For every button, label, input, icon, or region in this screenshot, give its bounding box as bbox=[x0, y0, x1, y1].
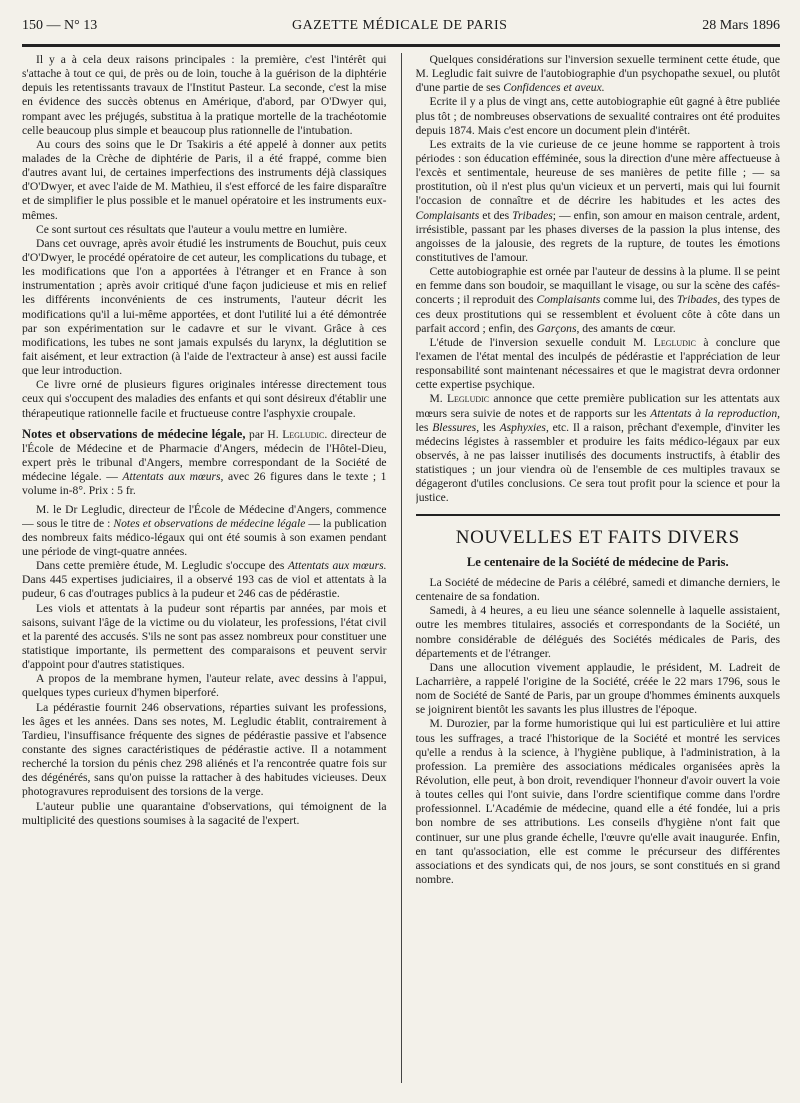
italic-title: Asphyxies bbox=[499, 420, 546, 434]
paragraph bbox=[416, 138, 781, 265]
text-run: comme lui, des bbox=[603, 293, 674, 307]
italic-title: Blessures bbox=[432, 420, 477, 434]
section-rule bbox=[416, 514, 781, 516]
text-run: Quelques considérations sur l'inversion sexuelle terminent cette étude, que M. Legludic fait suivre de l'autobiographie d'un psychopathe sexuel, ou plutôt d'une partie de ses bbox=[415, 53, 781, 95]
paragraph bbox=[22, 503, 387, 560]
paragraph bbox=[416, 336, 781, 393]
book-subtitle: Attentats aux mœurs, bbox=[122, 470, 224, 484]
book-notice bbox=[22, 427, 387, 499]
paragraph: La pédérastie fournit 246 observations, réparties suivant les professions, les âges et les années. Dans ses notes, M. Legludic établit, contrairement à Tardieu, l'insuffisance fréquente des signes de pédérastie passive et l'absence constante des signes caractéristiques de pédérastie active. Il a notamment recherché la torsion du pénis chez 298 aliénés et l'a rencontrée quatre fois sur des dégénérés, sans qu'on puisse la rattacher à des habitudes vicieuses. Deux photogravures reproduisent des torsions de la verge. bbox=[22, 700, 387, 799]
text-run: ; — enfin, son amour en maison centrale, ardent, irrésistible, passant par les phases diverses de la passion la plus intense, des angoisses de la jalousie, des regrets de la rupture, de toutes les émotions constitutives de l'amour. bbox=[415, 208, 781, 264]
paragraph: Ce livre orné de plusieurs figures originales intéresse directement tous ceux qui s'occupent des maladies des enfants et qui sont désireux d'établir une thérapeutique rationnelle facile et fructueuse contre l'asphyxie croupale. bbox=[22, 378, 387, 420]
book-title: Notes et observations de médecine légale, bbox=[22, 426, 246, 441]
text-run: Les extraits de la vie curieuse de ce jeune homme se rapportent à trois périodes : son éducation efféminée, sous la direction d'une mère affectueuse à l'excès et sentimentale, heureuse de ses manières de petite fille ; — sa prostitution, où il n'est plus qu'un vicieux et un perverti, mais qui lui fournit l'occasion de connaître et de décrire les habitudes et les actes des bbox=[415, 137, 781, 208]
italic-term: Garçons bbox=[536, 321, 577, 335]
paragraph: Dans une allocution vivement applaudie, le président, M. Ladreit de Lacharrière, a rappelé l'origine de la Société, créée le 22 mars 1796, sous le nom de Société de Santé de Paris, par un groupe d'hommes éminents auxquels se joignirent bientôt les savants les plus illustres de l'époque. bbox=[415, 660, 781, 717]
paragraph bbox=[22, 559, 387, 601]
italic-title: Attentats à la reproduction, bbox=[650, 406, 781, 420]
italic-term: Tribades bbox=[676, 293, 718, 307]
italic-title: Notes et observations de médecine légale bbox=[113, 516, 306, 530]
column-divider bbox=[401, 53, 402, 1083]
paragraph: Au cours des soins que le Dr Tsakiris a été appelé à donner aux petits malades de la Crèche de diphtérie de Paris, il a été frappé, comme bien d'autres avant lui, de certaines imperfections des instruments déjà classiques d'O'Dwyer, et avec l'aide de M. Mathieu, il s'est efforcé de les faire disparaître et de simplifier le plus possible et le manuel opératoire et les instruments eux-mêmes. bbox=[22, 137, 387, 222]
text-run: Dans 445 expertises judiciaires, il a observé 193 cas de viol et attentats à la pudeur, 6 cas d'outrages publics à la pudeur et 246 cas de pédérastie. bbox=[22, 573, 387, 601]
paragraph: Dans cet ouvrage, après avoir étudié les instruments de Bouchut, puis ceux d'O'Dwyer, le procédé opératoire de cet auteur, les complications du tubage, et les modifications que l'on a apportées à l'étranger et en France à son instrumentation ; après avoir critiqué d'une façon judicieuse et mis en relief les différents inconvénients de ces instruments, l'auteur décrit les modifications qu'il a lui-même apportées, et dont l'utilité lui a été démontrée par son expérimentation sur le cadavre et sur le vivant. Grâce à ces modifications, les tubes ne sont jamais expulsés du larynx, la déglutition se fait aisément, et leur extraction (à l'aide de l'extracteur à anse) est aussi facile que leur introduction. bbox=[22, 236, 387, 378]
paragraph bbox=[416, 392, 781, 505]
book-info: directeur de l'École de Médecine et de Pharmacie d'Angers, médecin de l'Hôtel-Dieu, expert près le tribunal d'Angers, membre correspondant de la Société de médecine légale. — bbox=[22, 427, 387, 484]
columns bbox=[22, 53, 780, 1083]
text-run: , des types de ces deux prostitutions qui se ressemblent et évoluent côte à côte dans un parfait accord ; enfin, des bbox=[415, 293, 781, 335]
book-author: Legludic. bbox=[282, 427, 328, 441]
book-by: par H. bbox=[249, 427, 279, 441]
section-heading: NOUVELLES ET FAITS DIVERS bbox=[455, 526, 740, 548]
text-run: M. le Dr Legludic, directeur de l'École de Médecine d'Angers, commence — sous le titre de : bbox=[22, 502, 387, 530]
paragraph: M. Durozier, par la forme humoristique qui lui est particulière et lui attire tous les suffrages, a tracé l'historique de la Société et montré les services qu'elle a rendus à la science, à l'hygiène publique, à l'administration, à la profession. La première des associations médicales organisées après la Révolution, elle peut, à bon droit, revendiquer l'honneur d'avoir ouvert la voie à toutes celles qui l'ont suivie, dans l'ordre scientifique comme dans l'ordre professionnel. L'Académie de médecine, quand elle a été fondée, lui a pris bon nombre de ses attributions. Les conseils d'hygiène n'ont fait que continuer, sur une plus grande échelle, l'œuvre qu'elle avait inaugurée. Enfin, en tant qu'association, elle est comme le précurseur des différentes associations et des syndicats qui, de nos jours, se sont constitués en si grand nombre. bbox=[415, 717, 781, 886]
text-run: M. bbox=[429, 392, 443, 406]
italic-term: Tribades bbox=[512, 208, 553, 222]
italic-term: Complaisants bbox=[536, 293, 601, 307]
paragraph: Il y a à cela deux raisons principales : la première, c'est l'intérêt qui s'attache à tout ce qui, de près ou de loin, touche à la guérison de la diphtérie depuis les retentissants travaux de l'Institut Pasteur. La seconde, c'est la mise en évidence des succès obtenus en Amérique, d'abord, par O'Dwyer qui, rompant avec les préjugés, substitua à la pratique mortelle de la trachéotomie celle beaucoup plus simple et beaucoup plus rationnelle de l'intubation. bbox=[22, 53, 387, 137]
journal-title: GAZETTE MÉDICALE DE PARIS bbox=[292, 18, 508, 33]
paragraph: Samedi, à 4 heures, a eu lieu une séance solennelle à laquelle assistaient, outre les membres titulaires, associés et correspondants de la Société, un nombre considérable de délégués des Sociétés médicales de Paris, des départements et de l'étranger. bbox=[415, 604, 781, 660]
book-info-2: avec 26 figures dans le texte ; 1 volume in-8°. Prix : 5 fr. bbox=[22, 470, 387, 498]
page-number: 150 — N° 13 bbox=[22, 18, 98, 33]
paragraph: Ecrite il y a plus de vingt ans, cette autobiographie eût gagné à être publiée plus tôt ; de nombreuses observations de sexualité contraires ont été produites depuis 1874. Mais c'est encore un document plein d'intérêt. bbox=[415, 95, 781, 137]
paragraph: La Société de médecine de Paris a célébré, samedi et dimanche derniers, le centenaire de sa fondation. bbox=[415, 576, 781, 604]
text-run: — la publication des nombreux faits médico-légaux qui ont été soumis à son examen pendant une période de vingt-quatre années. bbox=[22, 516, 387, 558]
paragraph: A propos de la membrane hymen, l'auteur relate, avec dessins à l'appui, quelques types curieux d'hymen biperforé. bbox=[22, 672, 387, 700]
author-name: Legludic bbox=[446, 392, 490, 406]
text-run: les bbox=[415, 420, 429, 434]
issue-date: 28 Mars 1896 bbox=[702, 18, 780, 33]
paragraph: L'auteur publie une quarantaine d'observations, qui témoignent de la multiplicité des questions soumises à la sagacité de l'expert. bbox=[22, 799, 387, 827]
paragraph: Ce sont surtout ces résultats que l'auteur a voulu mettre en lumière. bbox=[36, 222, 348, 236]
paragraph: Les viols et attentats à la pudeur sont répartis par années, par mois et saisons, suivant l'âge de la victime ou du violateur, les professions, l'état civil et la parenté des accusés. S'ils ne sont pas assez nombreux pour constituer une statistique importante, ils permettent des comparaisons et peuvent servir d'appoint pour d'autres statistiques. bbox=[22, 601, 387, 672]
paragraph bbox=[416, 265, 781, 336]
text-run: , etc. Il a raison, prêchant d'exemple, d'inviter les médecins légistes à rassembler et produire les faits médico-légaux par eux observés, à ne pas laisser inutilisés des documents instructifs, à établir des statistiques ; un jour viendra où de l'ensemble de ces multiples travaux se dégageront d'utiles conclusions. Ce sera tout profit pour la science et pour la justice. bbox=[415, 420, 781, 505]
article-heading: Le centenaire de la Société de médecine de Paris. bbox=[466, 554, 729, 569]
text-run: et des bbox=[482, 208, 510, 222]
left-column bbox=[22, 53, 387, 1083]
text-run: , les bbox=[476, 420, 496, 434]
italic-title: Confidences et aveux. bbox=[503, 81, 605, 95]
text-run: , des amants de cœur. bbox=[576, 321, 676, 335]
italic-title: Attentats aux mœurs. bbox=[287, 559, 387, 573]
text-run: annonce que cette première publication sur les attentats aux mœurs sera suivie de notes et de rapports sur les bbox=[415, 392, 781, 420]
header-rule bbox=[22, 44, 780, 47]
paragraph bbox=[416, 53, 781, 95]
text-run: Cette autobiographie est ornée par l'auteur de dessins à la plume. Il se peint en femme dans son boudoir, se maquillant le visage, ou sur la scène des cafés-concerts ; il reproduit des bbox=[415, 265, 781, 307]
text-run: L'étude de l'inversion sexuelle conduit M. bbox=[429, 335, 647, 349]
right-column bbox=[416, 53, 781, 1083]
author-name: Legludic bbox=[653, 335, 696, 349]
text-run: Dans cette première étude, M. Legludic s'occupe des bbox=[36, 559, 285, 573]
masthead bbox=[22, 18, 780, 40]
text-run: à conclure que l'examen de l'état mental des inculpés de pédérastie et l'appréciation de leur responsabilité sont maintenant nécessaires et que le magistrat devra ordonner cette expertise psychique. bbox=[415, 335, 781, 392]
italic-term: Complaisants bbox=[415, 208, 480, 222]
